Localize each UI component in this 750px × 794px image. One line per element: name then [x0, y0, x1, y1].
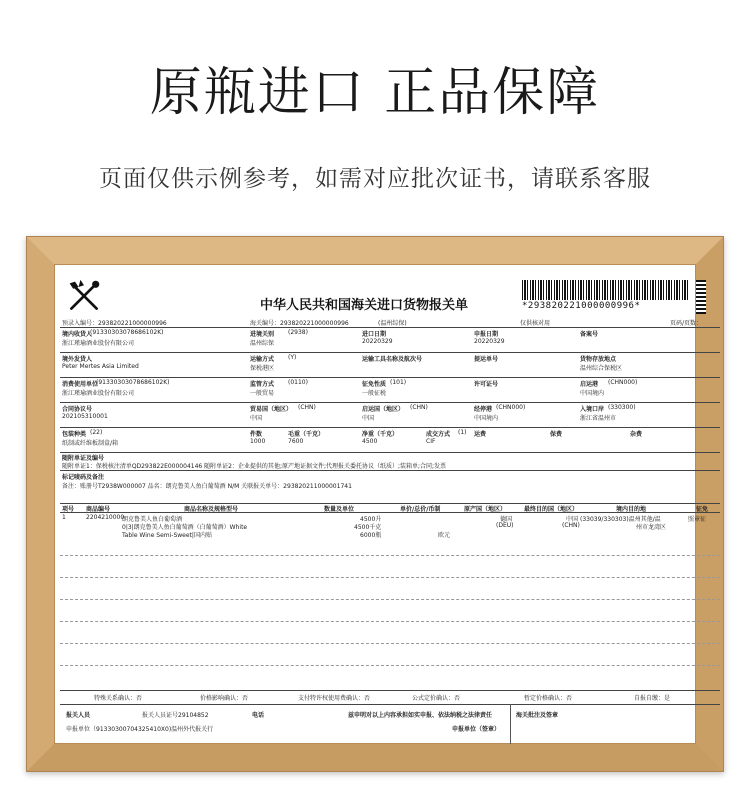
phone-label: 电话 [252, 712, 265, 719]
attachments-label: 随附单证及编号 [62, 455, 105, 462]
provisional-price-confirm: 暂定价格确认：否 [524, 695, 573, 702]
declaring-unit: 申报单位（91330300704325410X0)温州外代报关行 [66, 726, 214, 733]
item-no: 1 [62, 514, 66, 521]
barcode-number: *293820221000000996* [522, 301, 641, 311]
item-origin-1: 德国 [500, 516, 513, 523]
import-date-label: 进口日期 [362, 331, 387, 338]
entry-point-label: 入境口岸 [580, 406, 605, 413]
deal-mode-code: (1) [458, 429, 467, 436]
entry-port-code: (2938) [288, 329, 308, 336]
customs-approval-label: 海关批注及签章 [516, 712, 559, 719]
departure-port-value: 中国境内 [580, 390, 605, 397]
col-qty: 数量及单位 [324, 506, 355, 513]
form-row-5 [60, 429, 720, 451]
liability-statement: 兹申明对以上内容承担如实申报、依法纳税之法律责任 [348, 712, 493, 719]
entry-port-value: 温州综保 [250, 340, 275, 347]
item-name-2: 0|3|朗克鲁美人鱼白葡萄酒（白葡萄酒）White [122, 524, 248, 531]
departure-port-label: 启运港 [580, 381, 599, 388]
form-row-2 [60, 354, 720, 376]
customs-number: 海关编号：293820221000000996 [250, 320, 349, 327]
col-dest: 最终目的国（地区） [524, 506, 579, 513]
declare-date-value: 20220329 [474, 338, 505, 345]
origin-country-label: 启运国（地区） [362, 406, 405, 413]
transport-mode-label: 运输方式 [250, 356, 275, 363]
storage-value: 温州综合保税区 [580, 365, 623, 372]
net-weight-value: 4500 [362, 438, 378, 445]
misc-fee-label: 杂费 [630, 431, 643, 438]
consumer-value: 浙江瑾瑜酒业股份有限公司 [62, 390, 135, 397]
item-dest-1: 中国 [566, 516, 579, 523]
declarant-number: 报关人员证号29104852 [142, 712, 209, 719]
item-levy: 照章征 [688, 516, 707, 523]
supervision-code: (0110) [288, 379, 308, 386]
origin-country-value: 中国 [362, 415, 375, 422]
trade-country-label: 贸易国（地区） [250, 406, 293, 413]
net-weight-label: 净重（千克） [362, 431, 399, 438]
item-dest-2: (CHN) [562, 522, 580, 529]
package-code: (22) [90, 429, 103, 436]
self-declare-confirm: 自报自缴：是 [634, 695, 671, 702]
deal-mode-value: CIF [426, 438, 436, 445]
consignee-code: (91330303078686102K) [90, 329, 164, 336]
supervision-value: 一般贸易 [250, 390, 275, 397]
vehicle-label: 运输工具名称及航次号 [362, 356, 423, 363]
col-levy: 征免 [696, 506, 709, 513]
contract-value: 202105310001 [62, 413, 108, 420]
col-price: 单价/总价/币制 [400, 506, 441, 513]
transport-mode-code: (Y) [288, 354, 297, 361]
transit-port-value: 中国境内 [474, 415, 499, 422]
hero-title: 原瓶进口 正品保障 [149, 63, 601, 123]
item-qty-3: 6000瓶 [360, 532, 382, 539]
verification-notice: 仅供核对用 [520, 320, 551, 327]
entry-point-value: 浙江省温州市 [580, 415, 617, 422]
consumer-label: 消费使用单位 [62, 381, 99, 388]
shipper-value: Peter Mertes Asia Limited [62, 363, 139, 370]
item-currency: 欧元 [438, 532, 451, 539]
remarks-value: 备注：账册号T2938W000007 品名：朗克鲁美人鱼白葡萄酒 N/M 关联报关单号：293820211000001741 [62, 483, 352, 490]
gross-weight-label: 毛重（千克） [288, 431, 325, 438]
package-label: 包装种类 [62, 431, 87, 438]
item-name-3: Table Wine Semi-Sweet|国内贴 [122, 532, 212, 539]
col-no: 项号 [62, 506, 75, 513]
col-name: 商品名称及规格型号 [184, 506, 239, 513]
levy-nature-label: 征免性质 [362, 381, 387, 388]
barcode-icon [522, 280, 690, 300]
deal-mode-label: 成交方式 [426, 431, 451, 438]
price-effect-confirm: 价格影响确认：否 [200, 695, 249, 702]
departure-port-code: (CHN000) [608, 379, 638, 386]
import-date-value: 20220329 [362, 338, 393, 345]
item-qty-2: 4500千克 [354, 524, 382, 531]
item-code: 2204210000 [86, 514, 125, 521]
pieces-label: 件数 [250, 431, 263, 438]
transit-port-label: 经停港 [474, 406, 493, 413]
pieces-value: 1000 [250, 438, 266, 445]
package-value: 纸制或纤维板制盒/箱 [62, 440, 119, 447]
contract-label: 合同协议号 [62, 406, 93, 413]
hero-subtitle: 页面仅供示例参考，如需对应批次证书，请联系客服 [99, 166, 651, 192]
col-origin: 原产国（地区） [464, 506, 507, 513]
declarant-label: 报关人员 [66, 712, 91, 719]
transit-port-code: (CHN000) [496, 404, 526, 411]
license-label: 许可证号 [474, 381, 499, 388]
col-domestic: 境内目的地 [616, 506, 647, 513]
record-number-label: 备案号 [580, 331, 599, 338]
form-row-3 [60, 379, 720, 401]
declaring-seal: 申报单位（签章） [452, 726, 501, 733]
storage-label: 货物存放地点 [580, 356, 617, 363]
remarks-label: 标记唛码及备注 [62, 474, 105, 481]
freight-label: 运费 [474, 431, 487, 438]
levy-nature-value: 一般征税 [362, 390, 387, 397]
item-domestic-2: 州市龙湾区 [636, 524, 667, 531]
shipper-label: 境外发货人 [62, 356, 93, 363]
customs-emblem-icon [66, 278, 102, 314]
royalty-confirm: 支付特许权使用费确认：否 [298, 695, 371, 702]
document-title: 中华人民共和国海关进口货物报关单 [260, 298, 469, 313]
transport-mode-value: 保税港区 [250, 365, 275, 372]
levy-nature-code: (101) [390, 379, 407, 386]
page-count: 页码/页数： [670, 320, 703, 327]
entry-port-label: 进境关别 [250, 331, 275, 338]
entry-point-code: (330300) [608, 404, 636, 411]
col-code: 商品编号 [86, 506, 111, 513]
wooden-picture-frame [26, 236, 724, 772]
insurance-label: 保费 [550, 431, 563, 438]
origin-country-code: (CHN) [410, 404, 428, 411]
trade-country-code: (CHN) [298, 404, 316, 411]
gross-weight-value: 7600 [288, 438, 304, 445]
declare-date-label: 申报日期 [474, 331, 499, 338]
trade-country-value: 中国 [250, 415, 263, 422]
consignee-label: 境内收货人 [62, 331, 93, 338]
pre-entry-number: 预录入编号：293820221000000996 [62, 320, 167, 327]
supervision-label: 监管方式 [250, 381, 275, 388]
formula-price-confirm: 公式定价确认：否 [412, 695, 461, 702]
item-origin-2: (DEU) [496, 522, 514, 529]
item-name-1: 朗克鲁美人鱼白葡萄酒 [122, 516, 183, 523]
customs-declaration-form [60, 270, 709, 740]
footer-block [60, 710, 720, 740]
consumer-code: (91330303078686102K) [96, 379, 170, 386]
item-domestic-1: (33039/330303)温州其他/温 [580, 516, 661, 523]
attachments-value: 随附单证1：保税核注清单QD293822E000004146 随附单证2：企业提供的其他;原产地证据文件;代理报关委托协议（纸质）;装箱单;合同;发票 [62, 463, 447, 470]
table-row [60, 514, 720, 544]
form-row-6 [60, 453, 720, 469]
special-relation-confirm: 特殊关系确认：否 [94, 695, 143, 702]
customs-office: (温州综保) [378, 320, 407, 327]
bill-of-lading-label: 提运单号 [474, 356, 499, 363]
item-qty-1: 4500升 [360, 516, 382, 523]
form-row-7 [60, 472, 720, 502]
form-row-1 [60, 329, 720, 351]
form-row-4 [60, 404, 720, 426]
side-barcode-icon [696, 280, 706, 314]
consignee-value: 浙江瑾瑜酒业股份有限公司 [62, 340, 135, 347]
